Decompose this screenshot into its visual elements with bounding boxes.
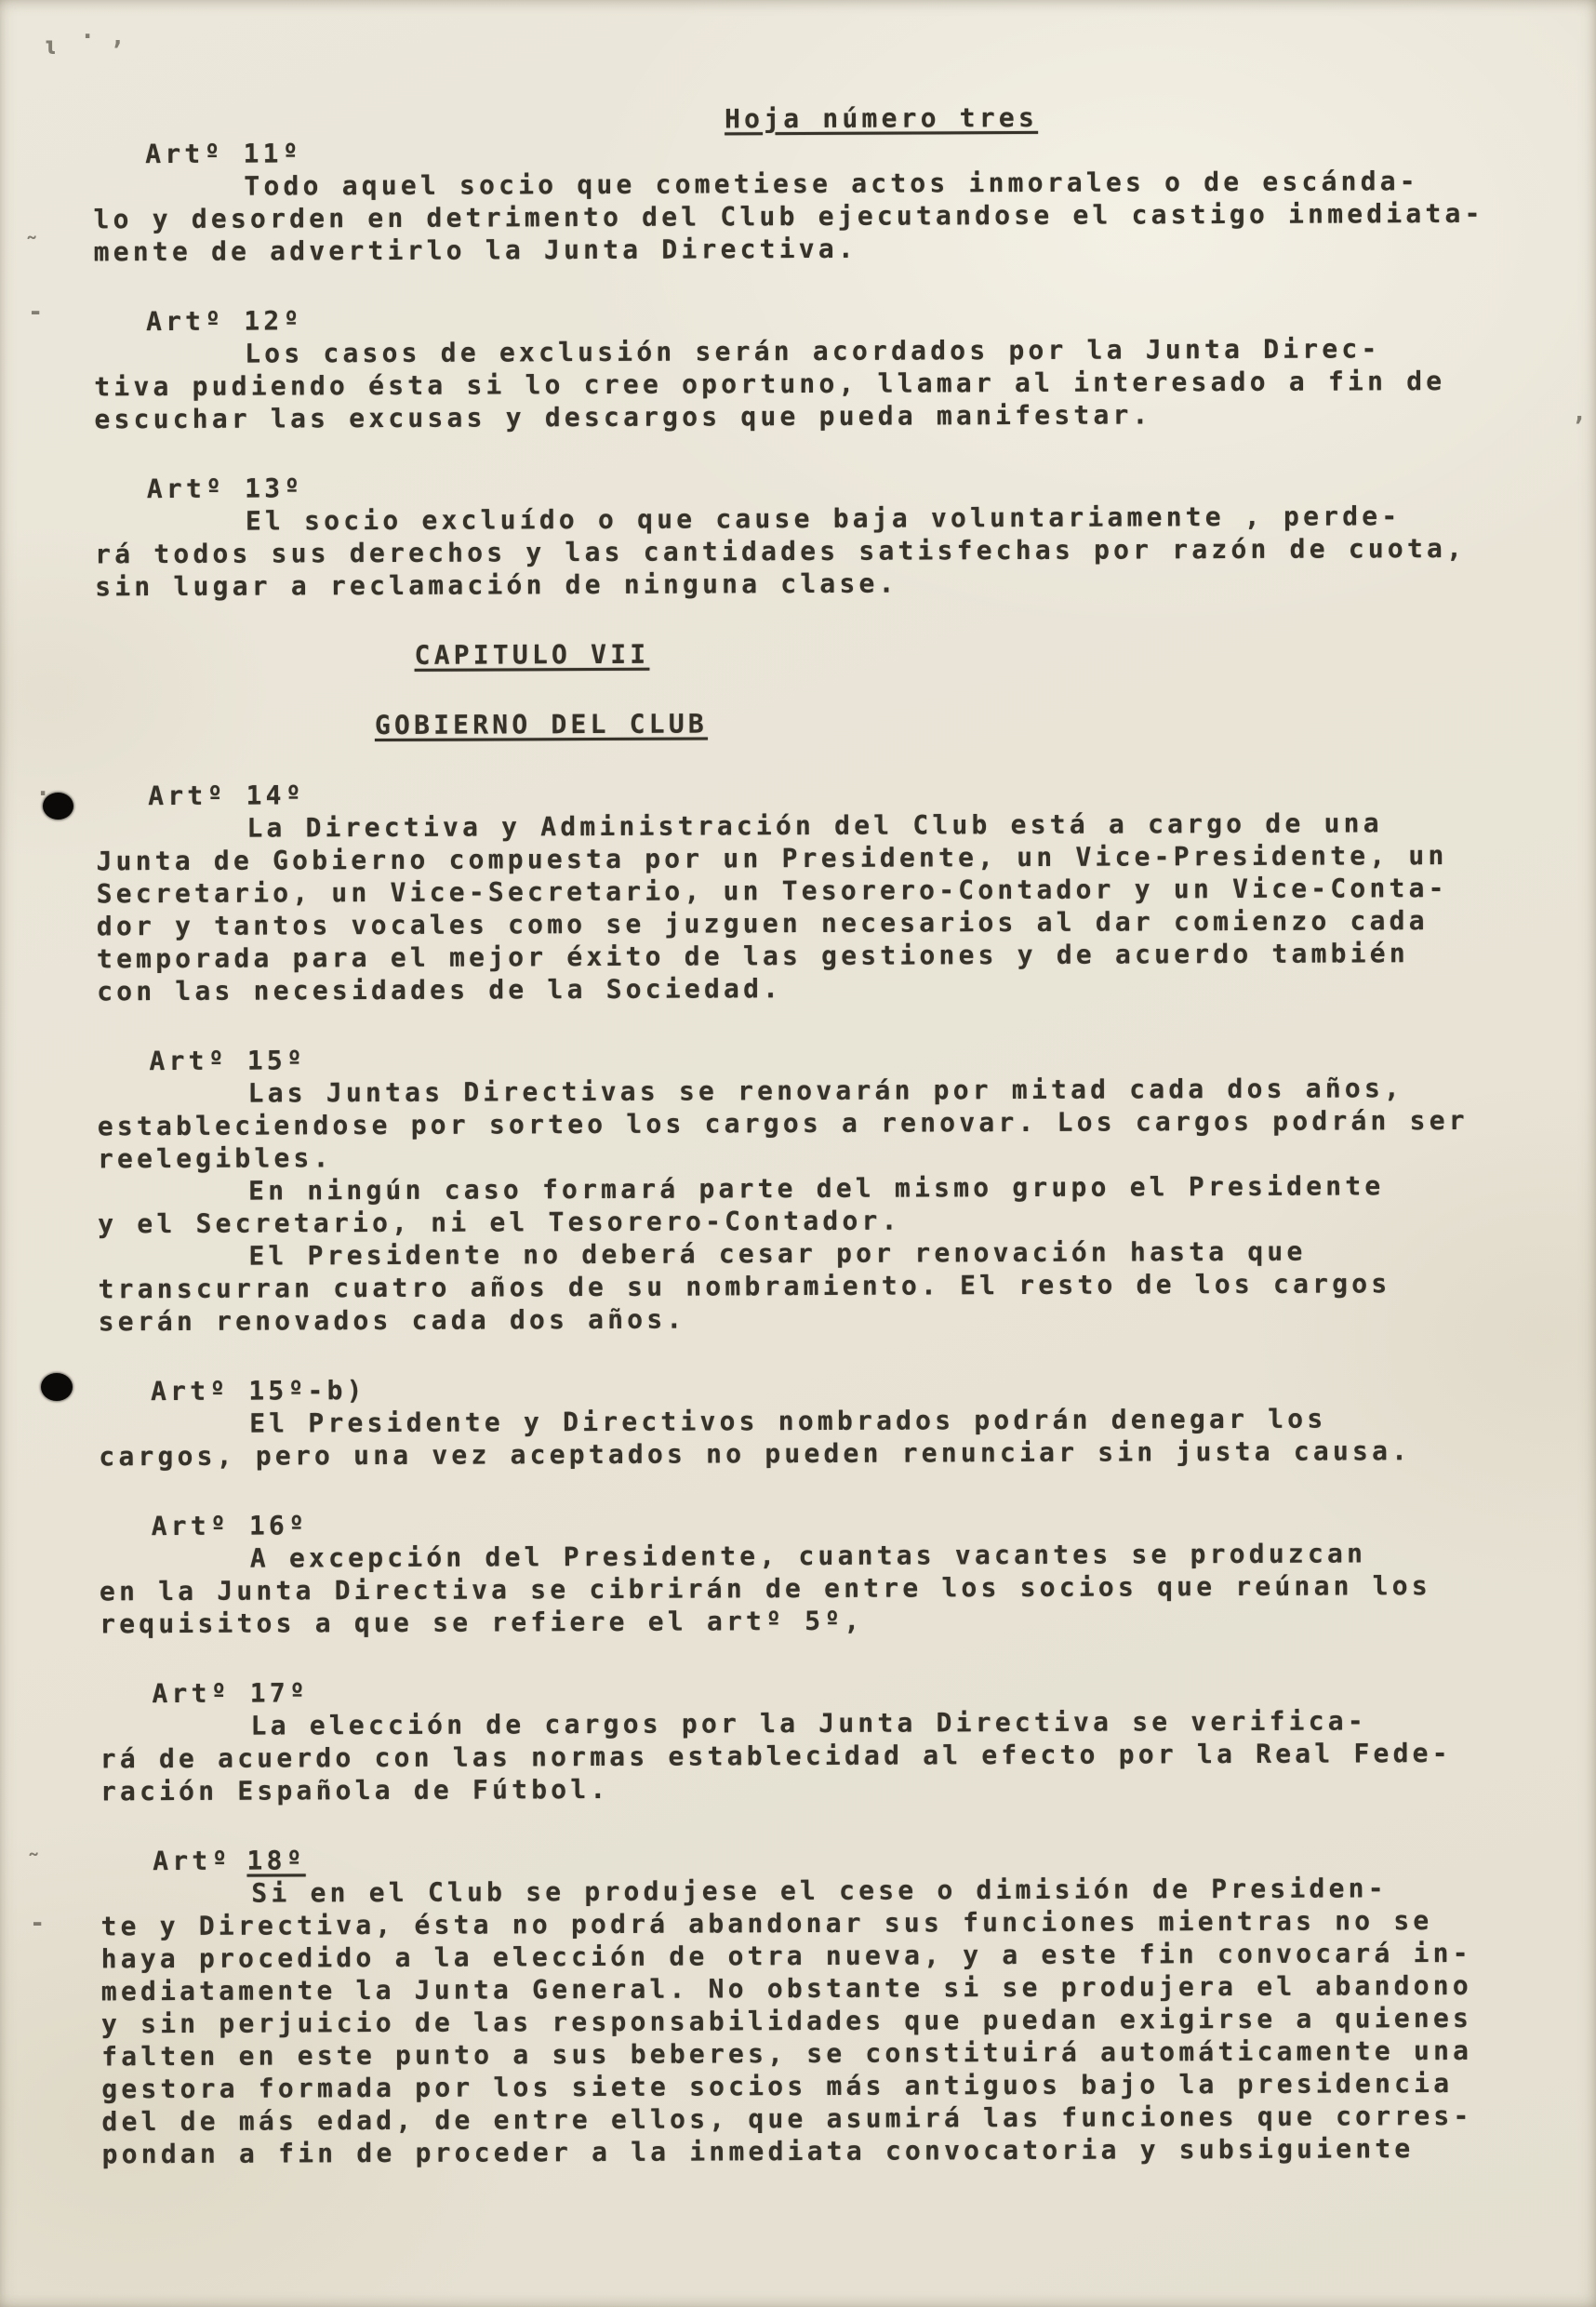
chapter-title: CAPITULO VII [414,638,650,671]
article-14 [96,774,1529,1008]
article-17-paragraph: La elección de cargos por la Junta Directiva se verifica- rá de acuerdo con las normas establecidad al efecto por la Real Fede- ración Española de Fútbol. [100,1705,1452,1807]
article-15-paragraph-1: Las Juntas Directivas se renovarán por mitad cada dos años, estableciendose por sorteo los cargos a renovar. Los cargos podrán ser reelegibles. [97,1073,1469,1175]
article-11 [93,132,1526,269]
chapter-subtitle: GOBIERNO DEL CLUB [374,708,708,741]
article-12 [94,300,1527,436]
article-17-heading: Artº 17º [152,1677,309,1710]
margin-mark: · [35,780,51,808]
article-15b-heading: Artº 15º-b) [150,1375,366,1407]
article-16-paragraph: A excepción del Presidente, cuantas vacantes se produzcan en la Junta Directiva se cibrirán de entre los socios que reúnan los requisitos a que se refiere el artº 5º, [99,1538,1431,1640]
article-12-heading: Artº 12º [145,305,303,338]
margin-mark: ι [43,32,59,60]
article-14-heading: Artº 14º [148,780,305,812]
article-17 [100,1672,1533,1808]
article-15b [99,1369,1531,1474]
article-11-heading: Artº 11º [145,138,302,170]
article-15-paragraph-2: En ningún caso formará parte del mismo grupo el Presidente y el Secretario, ni el Tesorero-Contador. [98,1170,1385,1240]
margin-mark: , [1572,398,1588,427]
article-15 [97,1039,1530,1339]
article-14-paragraph: La Directiva y Administración del Club está a cargo de una Junta de Gobierno compuesta por un Presidente, un Vice-Presidente, un Secretario, un Vice-Secretario, un Tesorero-Contador y un Vice-Conta- dor y tantos vocales como se juzguen necesarios al dar comienzo cada temporada para el mejor éxito de las gestiones y de acuerdo también con las necesidades de la Sociedad. [96,807,1448,1007]
article-18-heading-number: 18º [246,1845,306,1876]
article-15-paragraph-3: El Presidente no deberá cesar por renovación hasta que transcurran cuatro años de su nombramiento. El resto de los cargos serán renovados cada dos años. [98,1235,1391,1338]
article-18-heading-prefix: Artº [153,1845,232,1877]
typewritten-content [93,100,1535,2171]
article-12-paragraph: Los casos de exclusión serán acordados por la Junta Direc- tiva pudiendo ésta si lo cree oportuno, llamar al interesado a fin de escuchar las excusas y descargos que pueda manifestar. [94,333,1446,435]
margin-mark: · , [80,22,126,51]
article-11-paragraph: Todo aquel socio que cometiese actos inmorales o de escánda- lo y desorden en detrimento del Club ejecutandose el castigo inmediata- mente de advertirlo la Junta Directiva. [93,166,1484,268]
article-18-paragraph: Si en el Club se produjese el cese o dimisión de Presiden- te y Directiva, ésta no podrá abandonar sus funciones mientras no se haya procedido a la elección de otra nueva, y a este fin convocará in- mediatamente la Junta General. No obstante si se produjera el abandono y sin perjuicio de las responsabilidades que puedan exigirse a quienes falten en este punto a sus beberes, se constituirá automáticamente una gestora formada por los siete socios más antiguos bajo la presidencia del de más edad, de entre ellos, que asumirá las funciones que corres- pondan a fin de proceder a la inmediata convocatoria y subsiguiente [100,1873,1473,2170]
page-number-header: Hoja número tres [725,101,1039,135]
article-16 [100,1504,1533,1641]
margin-mark: ˜ [26,1849,42,1878]
hole-punch-top [43,793,73,820]
article-18 [100,1839,1535,2171]
article-16-heading: Artº 16º [151,1510,309,1542]
hole-punch-bottom [41,1373,73,1401]
margin-mark: - [28,298,44,327]
margin-mark: ˜ [24,233,40,261]
article-13 [95,467,1528,604]
article-15-heading: Artº 15º [149,1045,307,1077]
margin-mark: - [30,1909,46,1938]
article-15b-paragraph: El Presidente y Directivos nombrados podrán denegar los cargos, pero una vez aceptados no pueden renunciar sin justa causa. [99,1403,1412,1473]
article-13-heading: Artº 13º [146,473,304,505]
article-13-paragraph: El socio excluído o que cause baja voluntariamente , perde- rá todos sus derechos y las cantidades satisfechas por razón de cuota, sin lugar a reclamación de ninguna clase. [95,500,1467,603]
